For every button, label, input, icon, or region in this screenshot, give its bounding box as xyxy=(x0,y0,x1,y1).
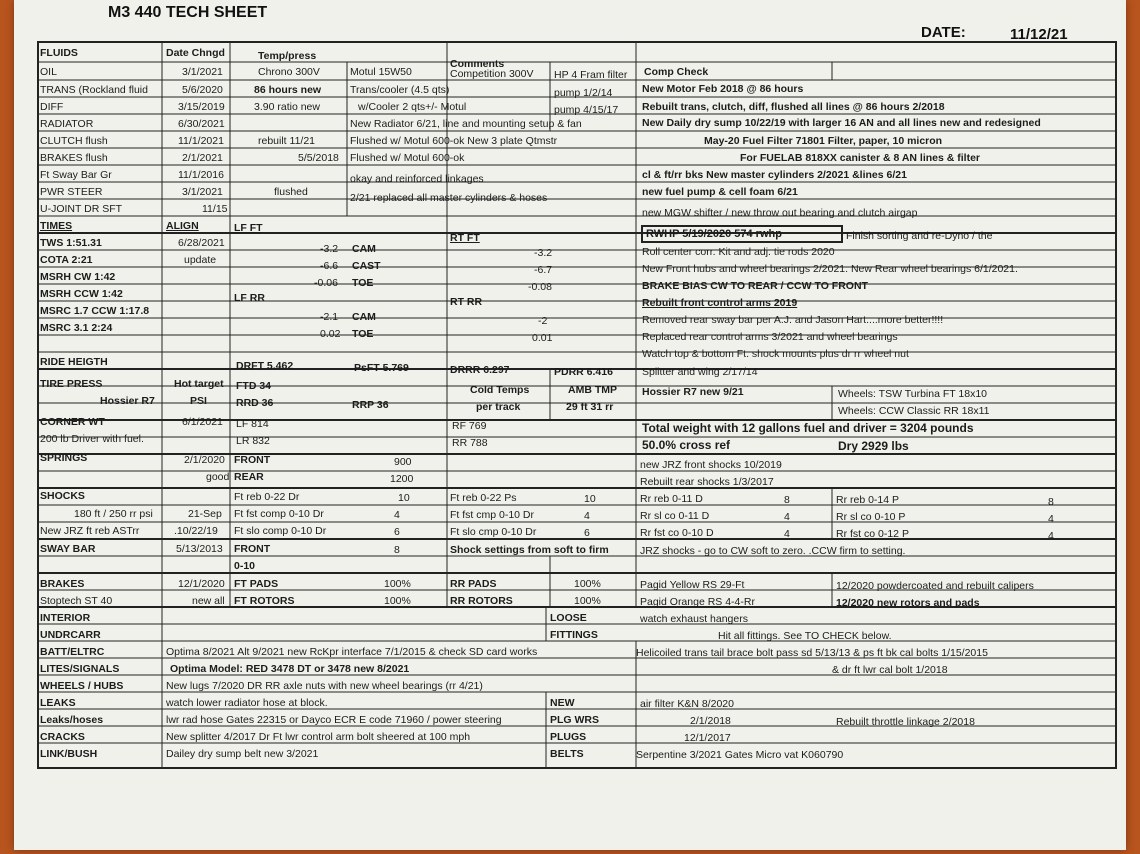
comp-check-note: new MGW shifter / new throw out bearing and clutch airgap xyxy=(642,207,918,219)
corner-date: 6/1/2021 xyxy=(182,416,223,428)
ride-note: Splitter and wing 2/17/14 xyxy=(642,366,758,378)
lites-label: LITES/SIGNALS xyxy=(40,663,120,675)
fluid-comment-3: pump 4/15/17 xyxy=(554,104,619,116)
ft-pads-value: 100% xyxy=(384,578,411,590)
fluid-temp: 3.90 ratio new xyxy=(254,101,320,113)
time-tws: TWS 1:51.31 xyxy=(40,237,102,249)
rwhp-note: Finish sorting and re-Dyno / the xyxy=(846,230,993,242)
cracks-note: New splitter 4/2017 Dr Ft lwr control arm bolt sheered at 100 mph xyxy=(166,731,471,743)
shock-settings: Shock settings from soft to firm xyxy=(450,544,609,556)
fluid-temp: 5/5/2018 xyxy=(298,152,339,164)
brakes-label: BRAKES xyxy=(40,578,85,590)
sway-bar-label: SWAY BAR xyxy=(40,543,96,555)
fluid-comment: w/Cooler 2 qts+/- Motul xyxy=(358,101,467,113)
springs-good: good xyxy=(206,471,230,483)
comp-check-note: cl & ft/rr bks New master cylinders 2/2021 &lines 6/21 xyxy=(642,169,907,181)
rf-cast: -6.7 xyxy=(534,264,553,276)
shock-ft-fst-comp-value: 4 xyxy=(394,509,400,521)
comp-check-note: new fuel pump & cell foam 6/21 xyxy=(642,186,798,198)
shock-rr-sl-co-p-value: 4 xyxy=(1048,513,1054,525)
fluid-comment-2: Competition 300V xyxy=(450,68,534,80)
pagid-yellow: Pagid Yellow RS 29-Ft xyxy=(640,579,745,591)
fluid-temp: rebuilt 11/21 xyxy=(258,135,316,147)
times-note-5: Removed rear sway bar per A.J. and Jason Hart....more better!!!! xyxy=(642,314,944,326)
shock-jrz-date: .10/22/19 xyxy=(174,525,218,537)
shock-rr-fst-co-d: Rr fst co 0-10 D xyxy=(640,527,714,539)
springs-front-note: new JRZ front shocks 10/2019 xyxy=(640,459,782,471)
shock-rr-fst-co-p: Rr fst co 0-12 P xyxy=(836,528,909,540)
rwhp-label: RWHP 5/19/2020 574 rwhp xyxy=(646,228,782,240)
wheels-rear: Wheels: CCW Classic RR 18x11 xyxy=(838,405,990,417)
interior-label: INTERIOR xyxy=(40,612,91,624)
shock-ft-fst-comp: Ft fst comp 0-10 Dr xyxy=(234,508,324,520)
helicoil-note: Helicoiled trans tail brace bolt pass sd 5/13/13 & ps ft bk cal bolts 1/15/2015 xyxy=(636,647,988,659)
brakes-date: 12/1/2020 xyxy=(178,578,225,590)
shock-ft-slo-cmp: Ft slo cmp 0-10 Dr xyxy=(450,526,537,538)
shock-ft-reb-ps-value: 10 xyxy=(584,493,596,505)
air-filter-note: air filter K&N 8/2020 xyxy=(640,698,734,710)
toe-label-rear: TOE xyxy=(352,328,374,340)
times-note-6: Replaced rear control arms 3/2021 and wheel bearings xyxy=(642,331,898,343)
fluid-comment: okay and reinforced linkages xyxy=(350,173,484,185)
shock-ft-slo-comp: Ft slo comp 0-10 Dr xyxy=(234,525,327,537)
shock-rr-sl-co-d: Rr sl co 0-11 D xyxy=(640,510,710,522)
corner-rr: RR 788 xyxy=(452,437,488,449)
fluid-temp: flushed xyxy=(274,186,308,198)
shock-rr-sl-co-d-value: 4 xyxy=(784,511,790,523)
rr-rotors-value: 100% xyxy=(574,595,601,607)
comp-check-note: New Motor Feb 2018 @ 86 hours xyxy=(642,83,804,95)
fluid-temp: 86 hours new xyxy=(254,84,322,96)
shock-ft-fst-cmp-value: 4 xyxy=(584,510,590,522)
plug-wires-date: 2/1/2018 xyxy=(690,715,731,727)
springs-rear: REAR xyxy=(234,471,264,483)
shock-ft-slo-cmp-value: 6 xyxy=(584,527,590,539)
ride-drft: DRFT 5.462 xyxy=(236,360,294,372)
fluid-name: OIL xyxy=(40,66,57,78)
times-note-3: BRAKE BIAS CW TO REAR / CCW TO FRONT xyxy=(642,280,868,292)
springs-front-value: 900 xyxy=(394,456,412,468)
cast-label: CAST xyxy=(352,260,381,272)
link-bush-note: Dailey dry sump belt new 3/2021 xyxy=(166,748,319,760)
hot-target: Hot target xyxy=(174,378,224,390)
tire-hossier: Hossier R7 xyxy=(100,395,155,407)
fluid-name: PWR STEER xyxy=(40,186,103,198)
amb-tmp: AMB TMP xyxy=(568,384,617,396)
time-msrh-ccw: MSRH CCW 1:42 xyxy=(40,288,123,300)
shock-rr-reb-d-value: 8 xyxy=(784,494,790,506)
fluid-comment: 2/21 replaced all master cylinders & hoses xyxy=(350,192,548,204)
comp-check-note: Rebuilt trans, clutch, diff, flushed all lines @ 86 hours 2/2018 xyxy=(642,101,945,113)
battery-label: BATT/ELTRC xyxy=(40,646,105,658)
fluid-temp: Chrono 300V xyxy=(258,66,320,78)
springs-rear-value: 1200 xyxy=(390,473,414,485)
amb-value: 29 ft 31 rr xyxy=(566,401,614,413)
loose-label: LOOSE xyxy=(550,612,587,624)
fluid-date: 3/15/2019 xyxy=(178,101,225,113)
date-value: 11/12/21 xyxy=(1010,26,1068,43)
comp-check-note: New Daily dry sump 10/22/19 with larger 16 AN and all lines new and redesigned xyxy=(642,117,1041,129)
plugs-date: 12/1/2017 xyxy=(684,732,731,744)
shock-ft-reb-dr: Ft reb 0-22 Dr xyxy=(234,491,300,503)
leaks-label: LEAKS xyxy=(40,697,76,709)
shock-rr-reb-d: Rr reb 0-11 D xyxy=(640,493,703,505)
ride-drrr: DRRR 6.297 xyxy=(450,364,510,376)
rt-ft-header: RT FT xyxy=(450,232,480,244)
shock-ft-reb-dr-value: 10 xyxy=(398,492,410,504)
time-msrc-17: MSRC 1.7 CCW 1:17.8 xyxy=(40,305,150,317)
brakes-note-2: 12/2020 new rotors and pads xyxy=(836,597,980,609)
springs-rear-note: Rebuilt rear shocks 1/3/2017 xyxy=(640,476,774,488)
sway-front: FRONT xyxy=(234,543,271,555)
comments-header: Comments xyxy=(450,58,505,70)
springs-front: FRONT xyxy=(234,454,271,466)
rr-rotors: RR ROTORS xyxy=(450,595,513,607)
comp-check-note: May-20 Fuel Filter 71801 Filter, paper, 10 micron xyxy=(704,135,943,147)
springs-date: 2/1/2020 xyxy=(184,454,225,466)
fluid-date: 6/30/2021 xyxy=(178,118,225,130)
sway-front-value: 8 xyxy=(394,544,400,556)
fluid-date: 11/1/2016 xyxy=(178,169,224,181)
align-header: ALIGN xyxy=(166,220,199,232)
hossier-new: Hossier R7 new 9/21 xyxy=(642,386,744,398)
shock-rr-fst-co-p-value: 4 xyxy=(1048,530,1054,542)
corner-wt-label: CORNER WT xyxy=(40,416,105,428)
fluid-date: 3/1/2021 xyxy=(182,66,223,78)
ft-pads: FT PADS xyxy=(234,578,279,590)
rr-toe: 0.01 xyxy=(532,332,553,344)
date-changed-header: Date Chngd xyxy=(166,47,225,59)
fluid-comment-3: pump 1/2/14 xyxy=(554,87,613,99)
leaks-note: watch lower radiator hose at block. xyxy=(166,697,328,709)
fluids-header: FLUIDS xyxy=(40,47,78,59)
wheels-hubs-label: WHEELS / HUBS xyxy=(40,680,124,692)
corner-rf: RF 769 xyxy=(452,420,487,432)
fluid-name: CLUTCH flush xyxy=(40,135,108,147)
lf-ft-header: LF FT xyxy=(234,222,263,234)
battery-note: Optima 8/2021 Alt 9/2021 new RcKpr interface 7/1/2015 & check SD card works xyxy=(166,646,538,658)
shock-date: 21-Sep xyxy=(188,508,222,520)
total-weight: Total weight with 12 gallons fuel and driver = 3204 pounds xyxy=(642,421,974,435)
shock-rr-reb-p-value: 8 xyxy=(1048,496,1054,508)
brakes-note-1: 12/2020 powdercoated and rebuilt calipers xyxy=(836,580,1034,592)
fluid-date: 5/6/2020 xyxy=(182,84,223,96)
new-label: NEW xyxy=(550,697,575,709)
lf-rr-header: LF RR xyxy=(234,292,265,304)
tire-psi: PSI xyxy=(190,395,207,407)
shock-ft-slo-comp-value: 6 xyxy=(394,526,400,538)
tire-press-label: TIRE PRESS xyxy=(40,378,103,390)
temp-press-header: Temp/press xyxy=(258,50,317,62)
fluid-comment: Trans/cooler (4.5 qts) xyxy=(350,84,450,96)
fluid-comment: Flushed w/ Motul 600-ok xyxy=(350,152,465,164)
link-bush-label: LINK/BUSH xyxy=(40,748,98,760)
hoses-note: lwr rad hose Gates 22315 or Dayco ECR E code 71960 / power steering xyxy=(166,714,502,726)
fluid-name: DIFF xyxy=(40,101,64,113)
tire-rrp: RRP 36 xyxy=(352,399,389,411)
sway-range: 0-10 xyxy=(234,560,256,572)
ride-height-label: RIDE HEIGTH xyxy=(40,356,108,368)
sheet-title: M3 440 TECH SHEET xyxy=(108,4,268,21)
fluid-comment: Motul 15W50 xyxy=(350,66,412,78)
toe-label: TOE xyxy=(352,277,374,289)
tws-date: 6/28/2021 xyxy=(178,237,225,249)
ft-rotors-value: 100% xyxy=(384,595,411,607)
rr-pads: RR PADS xyxy=(450,578,497,590)
lites-note: Optima Model: RED 3478 DT or 3478 new 8/2021 xyxy=(170,663,410,675)
wheels-front: Wheels: TSW Turbina FT 18x10 xyxy=(838,388,988,400)
times-header: TIMES xyxy=(40,220,73,232)
time-cota: COTA 2:21 xyxy=(40,254,93,266)
corner-lr: LR 832 xyxy=(236,435,270,447)
cracks-label: CRACKS xyxy=(40,731,85,743)
shock-rr-fst-co-d-value: 4 xyxy=(784,528,790,540)
times-note-7: Watch top & bottom Ft. shock mounts plus dr rr wheel nut xyxy=(642,348,909,360)
fluid-date: 2/1/2021 xyxy=(182,152,223,164)
shock-psi: 180 ft / 250 rr psi xyxy=(74,508,153,520)
lf-cast: -6.6 xyxy=(320,260,339,272)
stoptech: Stoptech ST 40 xyxy=(40,595,113,607)
corner-lf: LF 814 xyxy=(236,418,269,430)
fluid-comment: New Radiator 6/21, line and mounting setup & fan xyxy=(350,118,582,130)
tire-ftd: FTD 34 xyxy=(236,380,272,392)
fluid-comment-3: HP 4 Fram filter xyxy=(554,69,628,81)
shock-rr-sl-co-p: Rr sl co 0-10 P xyxy=(836,511,906,523)
fluid-name: TRANS (Rockland fluid xyxy=(40,84,148,96)
rr-pads-value: 100% xyxy=(574,578,601,590)
fluid-name: Ft Sway Bar Gr xyxy=(40,169,112,181)
lf-toe: -0.06 xyxy=(314,277,338,289)
pagid-orange: Pagid Orange RS 4-4-Rr xyxy=(640,596,755,608)
time-msrc-31: MSRC 3.1 2:24 xyxy=(40,322,113,334)
fluid-name: RADIATOR xyxy=(40,118,94,130)
fluid-date: 3/1/2021 xyxy=(182,186,223,198)
tech-sheet-paper xyxy=(14,0,1126,850)
cota-note: update xyxy=(184,254,217,266)
sway-date: 5/13/2013 xyxy=(176,543,223,555)
fluid-date: 11/15 xyxy=(202,203,228,215)
lf-cam: -3.2 xyxy=(320,243,339,255)
cross-ref: 50.0% cross ref xyxy=(642,438,731,452)
fittings-note: Hit all fittings. See TO CHECK below. xyxy=(718,630,892,642)
tire-rrd: RRD 36 xyxy=(236,397,274,409)
dry-weight: Dry 2929 lbs xyxy=(838,439,909,453)
time-msrh-cw: MSRH CW 1:42 xyxy=(40,271,116,283)
cam-label: CAM xyxy=(352,243,376,255)
fluid-comment: Flushed w/ Motul 600-ok New 3 plate Qtmstr xyxy=(350,135,558,147)
lr-cam: -2.1 xyxy=(320,311,339,323)
comp-check-note: For FUELAB 818XX canister & 8 AN lines & filter xyxy=(740,152,981,164)
throttle-note: Rebuilt throttle linkage 2/2018 xyxy=(836,716,975,728)
belts-label: BELTS xyxy=(550,748,584,760)
fittings-label: FITTINGS xyxy=(550,629,598,641)
fluid-name: U-JOINT DR SFT xyxy=(40,203,123,215)
plugs-label: PLUGS xyxy=(550,731,587,743)
shock-rr-reb-p: Rr reb 0-14 P xyxy=(836,494,900,506)
per-track: per track xyxy=(476,401,521,413)
exhaust-note: watch exhaust hangers xyxy=(640,613,748,625)
times-note-2: New Front hubs and wheel bearings 2/2021. New Rear wheel bearings 6/1/2021. xyxy=(642,263,1018,275)
fluid-name: BRAKES flush xyxy=(40,152,108,164)
lr-toe: 0.02 xyxy=(320,328,341,340)
leaks-hoses-label: Leaks/hoses xyxy=(40,714,104,726)
rf-toe: -0.08 xyxy=(528,281,552,293)
times-note-4: Rebuilt front control arms 2019 xyxy=(642,297,798,309)
belts-note: Serpentine 3/2021 Gates Micro vat K060790 xyxy=(636,749,844,761)
rf-cam: -3.2 xyxy=(534,247,553,259)
rt-rr-header: RT RR xyxy=(450,296,483,308)
shock-jrz: New JRZ ft reb ASTrr xyxy=(40,525,140,537)
springs-label: SPRINGS xyxy=(40,452,88,464)
undercarriage-label: UNDRCARR xyxy=(40,629,101,641)
fluid-date: 11/1/2021 xyxy=(178,135,224,147)
cal-bolt-note: & dr ft lwr cal bolt 1/2018 xyxy=(832,664,948,676)
times-note-1: Roll center corr. Kit and adj. tie rods 2020 xyxy=(642,246,835,258)
shocks-label: SHOCKS xyxy=(40,490,85,502)
ride-pdrr: PDRR 6.416 xyxy=(554,366,613,378)
driver-note: 200 lb Driver with fuel. xyxy=(40,433,144,445)
wheels-hubs-note: New lugs 7/2020 DR RR axle nuts with new wheel bearings (rr 4/21) xyxy=(166,680,483,692)
cam-label-rear: CAM xyxy=(352,311,376,323)
jrz-note: JRZ shocks - go to CW soft to zero. .CCW firm to setting. xyxy=(640,545,906,557)
plug-wires-label: PLG WRS xyxy=(550,714,599,726)
ride-psft: PsFT 5.769 xyxy=(354,362,409,374)
brakes-new-all: new all xyxy=(192,595,225,607)
rr-cam: -2 xyxy=(538,315,548,327)
cold-temps: Cold Temps xyxy=(470,384,530,396)
shock-ft-reb-ps: Ft reb 0-22 Ps xyxy=(450,492,517,504)
shock-ft-fst-cmp: Ft fst cmp 0-10 Dr xyxy=(450,509,535,521)
ft-rotors: FT ROTORS xyxy=(234,595,295,607)
comp-check-header: Comp Check xyxy=(644,66,709,78)
date-label: DATE: xyxy=(921,24,966,41)
